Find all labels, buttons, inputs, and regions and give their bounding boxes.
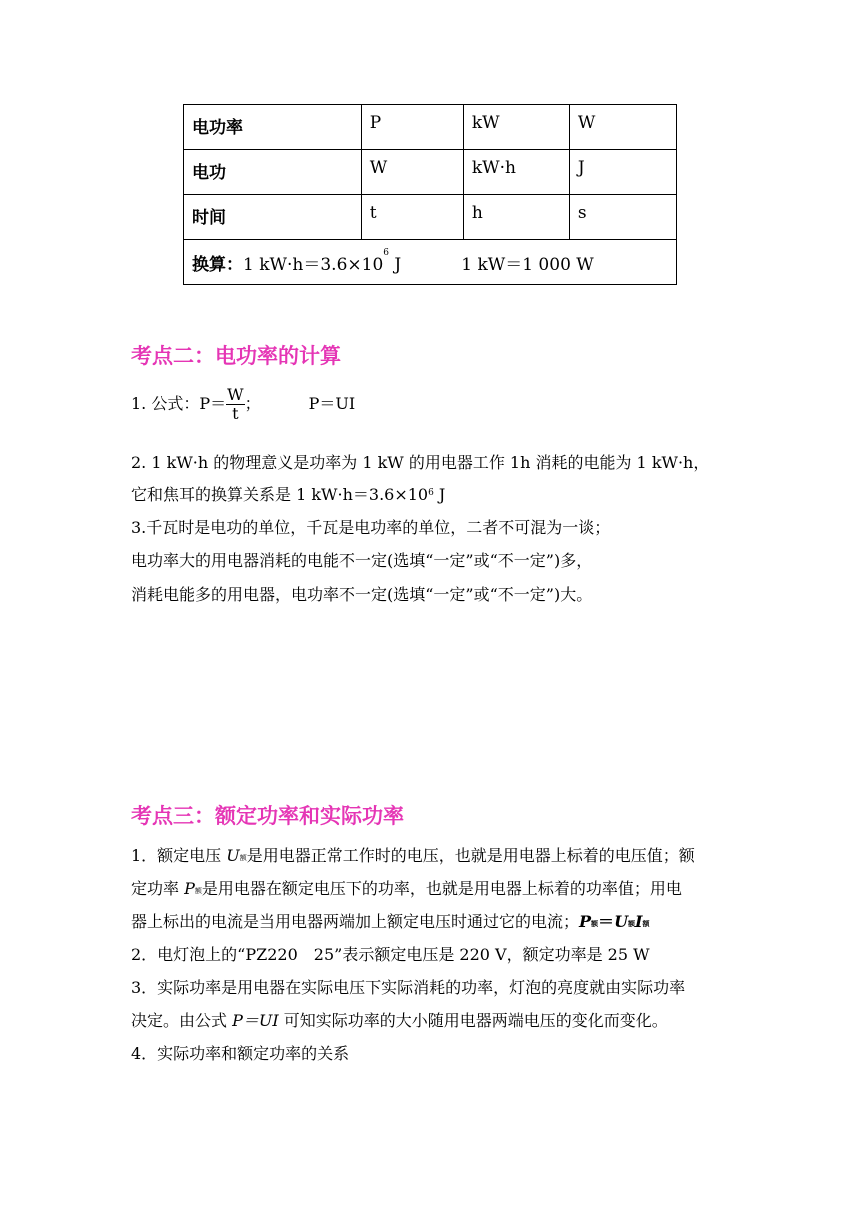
table-row [184,105,677,150]
subscript: 额 [628,919,636,928]
table-cell: kW·h [463,150,569,195]
exponent: 6 [428,488,434,498]
formula-separator: ； [244,394,261,413]
item-2-line-2 [131,484,445,506]
table-cell: h [463,195,569,240]
conversion-text: 1 kW·h＝3.6×10 [243,255,384,275]
text: 决定。由公式 [131,1011,233,1030]
text: 可知实际功率的大小随用电器两端电压的变化而变化。 [278,1011,668,1030]
subscript: 额 [239,854,247,862]
var-p: P [579,912,592,931]
exponent: 6 [383,248,389,258]
text: 定功率 [131,879,185,898]
table-row [184,150,677,195]
item-3-line-2: 电功率大的用电器消耗的电能不一定(选填“一定”或“不一定”)多， [131,551,593,570]
item-2-unit: J [433,485,446,504]
table-cell: 时间 [184,195,362,240]
para-1-line-2 [131,878,682,900]
para-4: 4．实际功率和额定功率的关系 [131,1044,350,1063]
var-p: P [184,879,195,898]
text: 1．额定电压 [131,846,227,865]
table-cell: P [361,105,463,150]
units-table [183,104,677,285]
table-cell: J [569,150,676,195]
table-cell: t [361,195,463,240]
para-2: 2．电灯泡上的“PZ220 25”表示额定电压是 220 V，额定功率是 25 W [131,945,650,964]
subscript: 额 [642,919,650,928]
subscript: 额 [194,887,202,895]
table-cell: 电功 [184,150,362,195]
table-cell: 电功率 [184,105,362,150]
table-cell: kW [463,105,569,150]
table-cell: W [361,150,463,195]
formula-second: P＝UI [308,394,356,413]
fraction-numerator: W [227,385,244,404]
para-1-line-1 [131,845,695,867]
conversion-unit: J [389,255,402,275]
para-1-line-3 [131,911,650,933]
table-cell: s [569,195,676,240]
var-u: U [226,846,240,865]
table-row [184,195,677,240]
text: 是用电器在额定电压下的功率，也就是用电器上标着的功率值；用电 [201,879,682,898]
section-heading-2: 考点二：电功率的计算 [131,344,341,368]
fraction [226,386,244,423]
text: 是用电器正常工作时的电压，也就是用电器上标着的电压值；额 [246,846,695,865]
var-u: U [614,912,629,931]
para-3-line-2 [131,1010,668,1032]
formula-line [131,386,355,423]
item-3-line-3: 消耗电能多的用电器，电功率不一定(选填“一定”或“不一定”)大。 [131,585,593,604]
item-2-text: 它和焦耳的换算关系是 1 kW·h＝3.6×10 [131,485,429,504]
para-3-line-1: 3．实际功率是用电器在实际电压下实际消耗的功率，灯泡的亮度就由实际功率 [131,978,686,997]
formula: P＝UI [232,1011,279,1030]
formula-prefix: 1. 公式：P＝ [131,394,227,413]
text: 器上标出的电流是当用电器两端加上额定电压时通过它的电流； [131,912,580,931]
var-i: I [635,912,643,931]
conversion-text-2: 1 kW＝1 000 W [461,255,594,275]
equals: ＝ [598,912,615,931]
conversion-label: 换算： [192,255,243,275]
section-heading-3: 考点三：额定功率和实际功率 [131,804,404,828]
conversion-cell [184,240,677,285]
fraction-denominator: t [232,404,239,423]
conversion-row [184,240,677,285]
subscript: 额 [591,919,599,928]
item-3-line-1: 3.千瓦时是电功的单位，千瓦是电功率的单位，二者不可混为一谈； [131,518,611,537]
item-2-line-1: 2. 1 kW·h 的物理意义是功率为 1 kW 的用电器工作 1h 消耗的电能为 1 kW·h， [131,453,710,472]
table-cell: W [569,105,676,150]
